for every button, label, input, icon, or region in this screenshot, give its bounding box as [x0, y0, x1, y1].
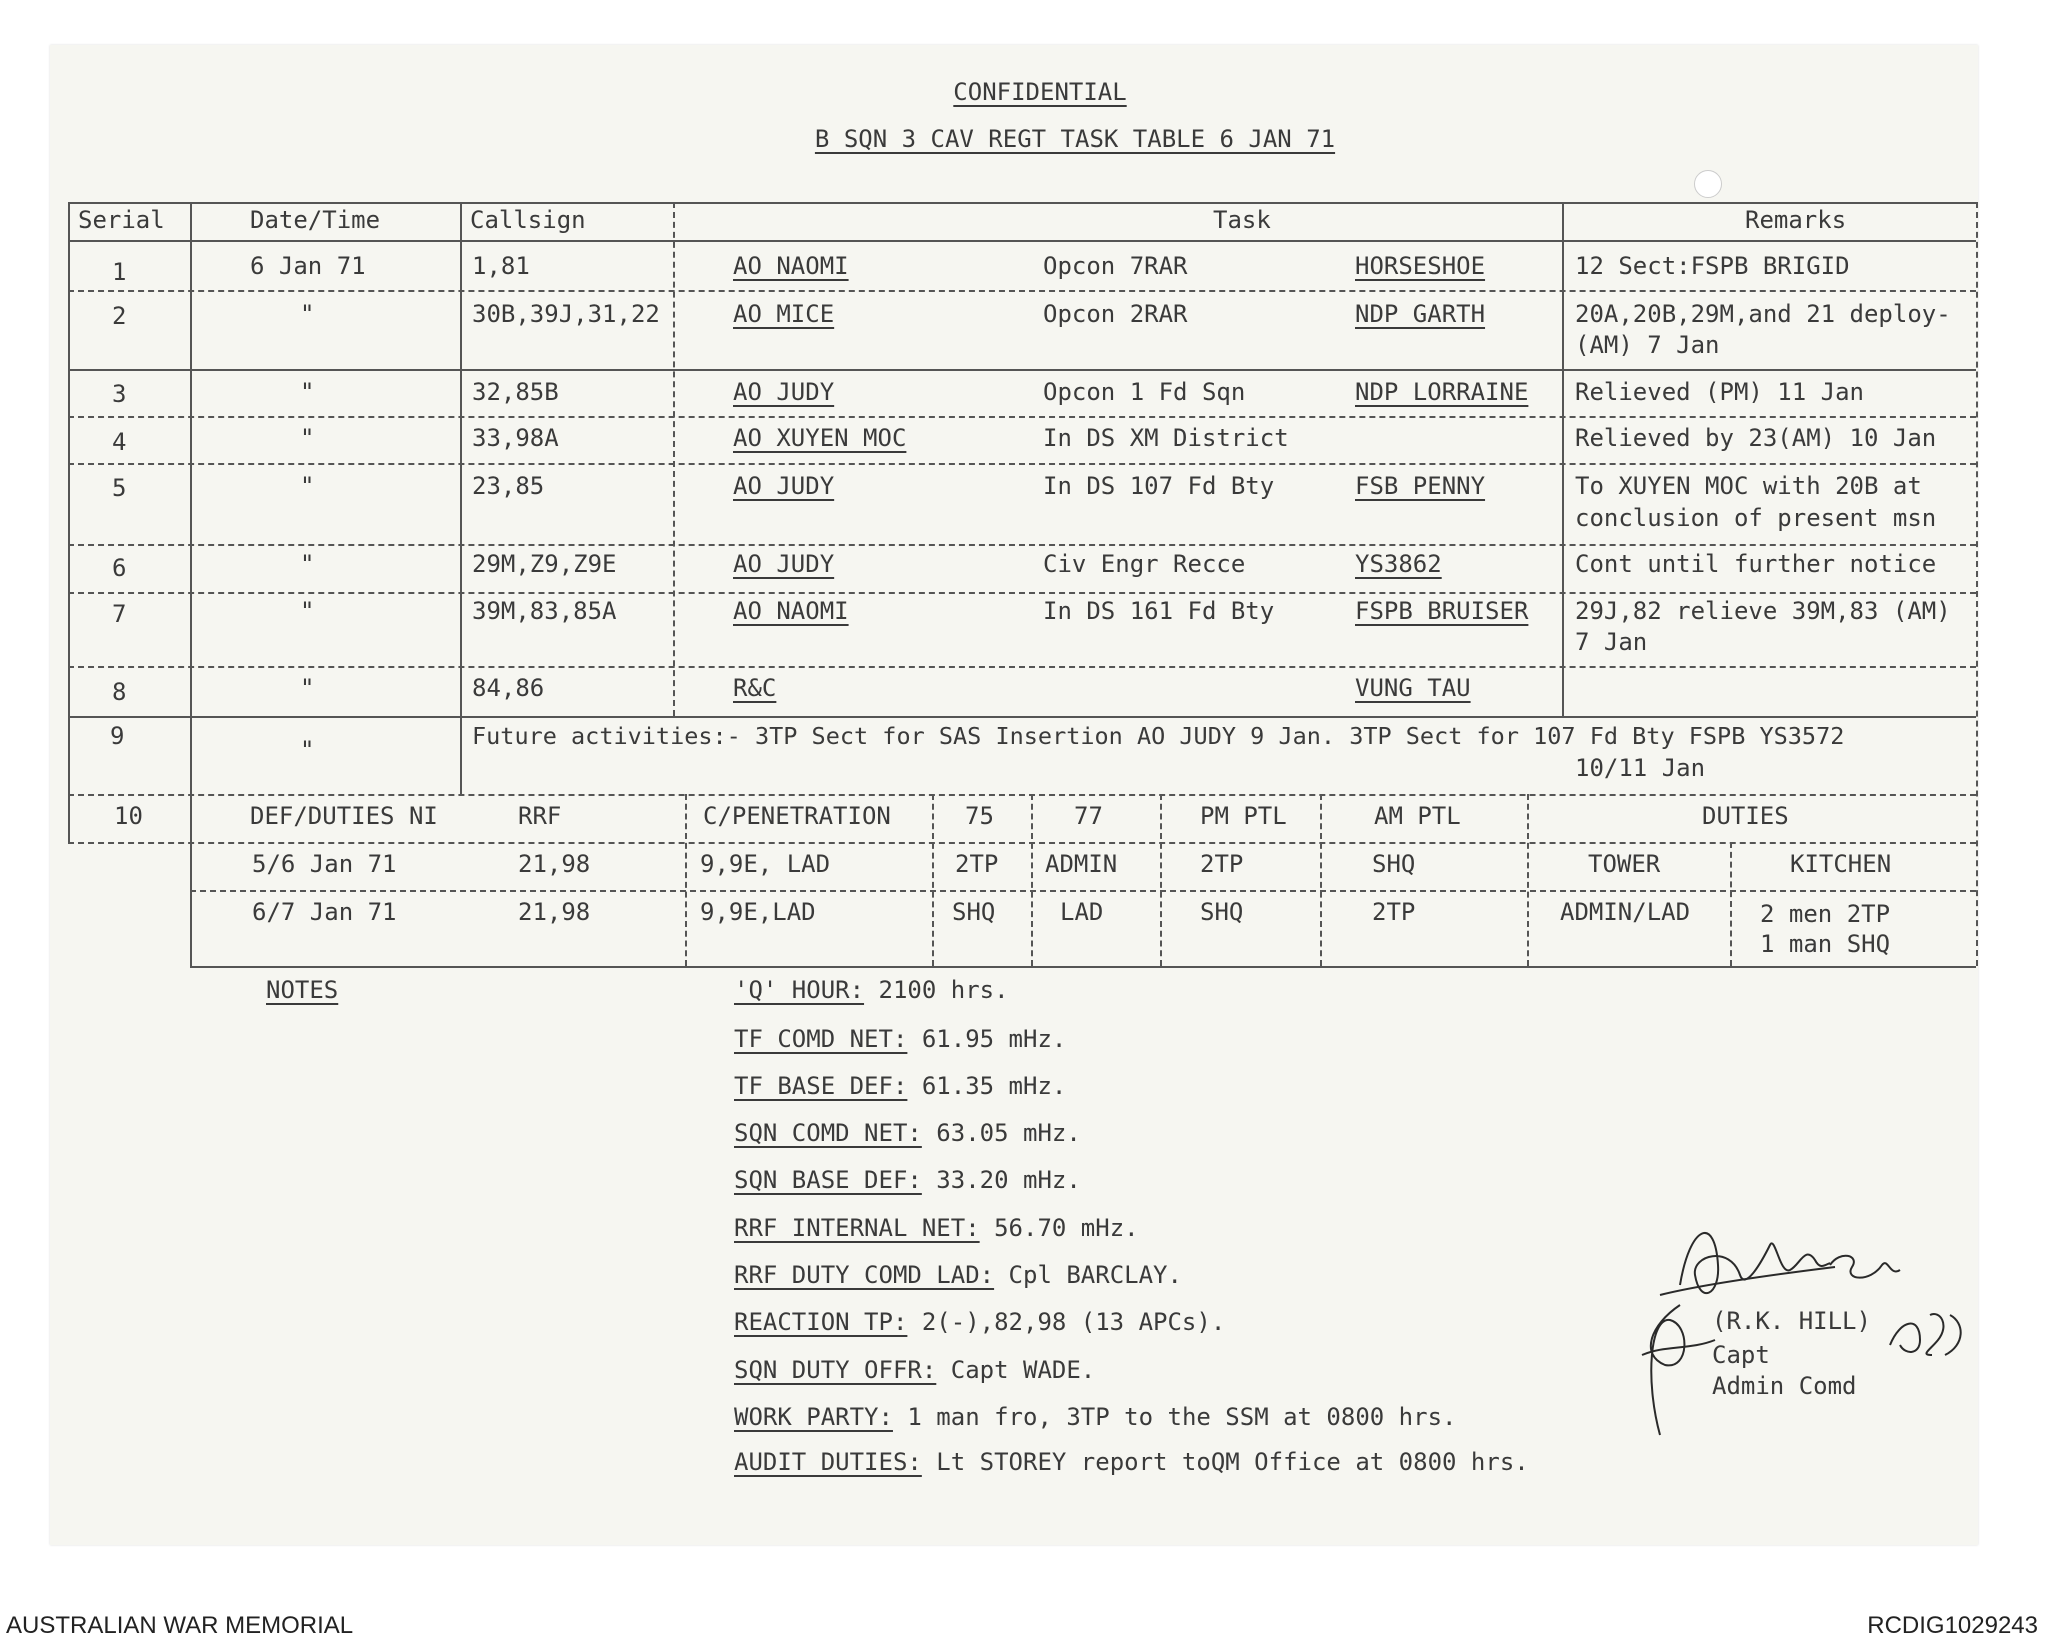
duties-col-am-ptl: AM PTL [1374, 802, 1461, 830]
duties-col-pm-ptl: PM PTL [1200, 802, 1287, 830]
classification-heading: CONFIDENTIAL [953, 78, 1127, 106]
header-remarks: Remarks [1745, 206, 1847, 234]
row-ao: AO JUDY [733, 378, 835, 406]
duties-col-77: 77 [1074, 802, 1103, 830]
row-location: NDP LORRAINE [1355, 378, 1529, 406]
row-task: In DS 161 Fd Bty [1043, 597, 1275, 625]
duties-75: SHQ [952, 898, 996, 926]
note-item: WORK PARTY: 1 man fro, 3TP to the SSM at 0800 hrs. [734, 1403, 1457, 1431]
row-callsign: 23,85 [472, 472, 545, 500]
note-item: 'Q' HOUR: 2100 hrs. [734, 976, 1009, 1004]
note-item: TF BASE DEF: 61.35 mHz. [734, 1072, 1067, 1100]
row-callsign: 33,98A [472, 424, 559, 452]
duties-77: ADMIN [1045, 850, 1118, 878]
row-date: " [300, 378, 315, 406]
duties-col-penetration: C/PENETRATION [703, 802, 891, 830]
duties-rrf: 21,98 [518, 898, 591, 926]
row-remarks: Relieved (PM) 11 Jan [1575, 378, 1864, 406]
signatory-name: (R.K. HILL) [1712, 1307, 1871, 1335]
row-remarks-cont: conclusion of present msn [1575, 504, 1937, 532]
row-remarks: To XUYEN MOC with 20B at [1575, 472, 1922, 500]
duties-col-rrf: RRF [518, 802, 562, 830]
row-remarks: 12 Sect:FSPB BRIGID [1575, 252, 1850, 280]
row-date: " [300, 550, 315, 578]
row-callsign: 30B,39J,31,22 [472, 300, 660, 328]
header-serial: Serial [78, 206, 165, 234]
row-serial: 9 [110, 722, 125, 750]
row-serial: 2 [112, 302, 127, 330]
row-task: In DS XM District [1043, 424, 1289, 452]
duties-col-duties: DUTIES [1702, 802, 1789, 830]
duties-col-75: 75 [965, 802, 994, 830]
duties-am-ptl: 2TP [1372, 898, 1416, 926]
row-ao: AO NAOMI [733, 252, 849, 280]
row-serial: 4 [112, 428, 127, 456]
row-remarks: 20A,20B,29M,and 21 deploy- [1575, 300, 1951, 328]
row-serial: 1 [112, 258, 127, 286]
row-serial: 7 [112, 600, 127, 628]
duties-kitchen: KITCHEN [1790, 850, 1892, 878]
row-location: FSPB BRUISER [1355, 597, 1529, 625]
row-callsign: 84,86 [472, 674, 545, 702]
signatory-rank: Capt [1712, 1341, 1770, 1369]
row-callsign: 29M,Z9,Z9E [472, 550, 617, 578]
duties-penetration: 9,9E, LAD [700, 850, 831, 878]
note-item: TF COMD NET: 61.95 mHz. [734, 1025, 1067, 1053]
duties-kitchen-cont: 1 man SHQ [1760, 930, 1891, 958]
row-task: Opcon 2RAR [1043, 300, 1188, 328]
header-datetime: Date/Time [250, 206, 381, 234]
row-task: Opcon 7RAR [1043, 252, 1188, 280]
row-remarks-cont: (AM) 7 Jan [1575, 331, 1720, 359]
note-item: RRF INTERNAL NET: 56.70 mHz. [734, 1214, 1139, 1242]
row-date: " [300, 424, 315, 452]
row-location: HORSESHOE [1355, 252, 1486, 280]
future-activities-cont: 10/11 Jan [1575, 754, 1706, 782]
row-location: FSB PENNY [1355, 472, 1486, 500]
duties-pm-ptl: SHQ [1200, 898, 1244, 926]
duties-75: 2TP [955, 850, 999, 878]
duties-date: 6/7 Jan 71 [252, 898, 397, 926]
row-callsign: 39M,83,85A [472, 597, 617, 625]
row-remarks: Relieved by 23(AM) 10 Jan [1575, 424, 1937, 452]
duties-tower: ADMIN/LAD [1560, 898, 1691, 926]
document-title: B SQN 3 CAV REGT TASK TABLE 6 JAN 71 [814, 125, 1336, 153]
duties-am-ptl: SHQ [1372, 850, 1416, 878]
row-ao: R&C [733, 674, 777, 702]
duties-col-def: DEF/DUTIES NI [250, 802, 438, 830]
row-location: YS3862 [1355, 550, 1442, 578]
row-date: " [300, 674, 315, 702]
notes-label: NOTES [266, 976, 339, 1004]
row-serial: 3 [112, 380, 127, 408]
duties-penetration: 9,9E,LAD [700, 898, 816, 926]
row-date: " [300, 300, 315, 328]
row-ao: AO XUYEN MOC [733, 424, 907, 452]
duties-tower: TOWER [1588, 850, 1661, 878]
signatory-appointment: Admin Comd [1712, 1372, 1857, 1400]
row-task: In DS 107 Fd Bty [1043, 472, 1275, 500]
row-ao: AO NAOMI [733, 597, 849, 625]
row-ao: AO JUDY [733, 472, 835, 500]
note-item: RRF DUTY COMD LAD: Cpl BARCLAY. [734, 1261, 1182, 1289]
row-serial: 6 [112, 554, 127, 582]
note-item: SQN DUTY OFFR: Capt WADE. [734, 1356, 1096, 1384]
row-ao: AO MICE [733, 300, 835, 328]
row-remarks: Cont until further notice [1575, 550, 1937, 578]
row-serial: 5 [112, 474, 127, 502]
footer-source: AUSTRALIAN WAR MEMORIAL [6, 1612, 354, 1639]
note-item: AUDIT DUTIES: Lt STOREY report toQM Office at 0800 hrs. [734, 1448, 1529, 1476]
row-remarks: 29J,82 relieve 39M,83 (AM) [1575, 597, 1951, 625]
row-location: NDP GARTH [1355, 300, 1486, 328]
row-callsign: 1,81 [472, 252, 530, 280]
duties-kitchen: 2 men 2TP [1760, 900, 1891, 928]
punch-hole [1694, 170, 1722, 198]
row-callsign: 32,85B [472, 378, 559, 406]
row-date: 6 Jan 71 [250, 252, 366, 280]
future-activities: Future activities:- 3TP Sect for SAS Insertion AO JUDY 9 Jan. 3TP Sect for 107 Fd Bty FSPB YS3572 [472, 722, 1845, 750]
row-task: Civ Engr Recce [1043, 550, 1246, 578]
duties-rrf: 21,98 [518, 850, 591, 878]
row-ao: AO JUDY [733, 550, 835, 578]
note-item: SQN COMD NET: 63.05 mHz. [734, 1119, 1081, 1147]
note-item: SQN BASE DEF: 33.20 mHz. [734, 1166, 1081, 1194]
header-callsign: Callsign [470, 206, 586, 234]
duties-77: LAD [1060, 898, 1104, 926]
row-date: " [300, 472, 315, 500]
duties-date: 5/6 Jan 71 [252, 850, 397, 878]
row-date: " [300, 597, 315, 625]
row-serial: 8 [112, 678, 127, 706]
note-item: REACTION TP: 2(-),82,98 (13 APCs). [734, 1308, 1226, 1336]
duties-pm-ptl: 2TP [1200, 850, 1244, 878]
header-task: Task [1213, 206, 1271, 234]
footer-id: RCDIG1029243 [1867, 1612, 2038, 1639]
row-remarks-cont: 7 Jan [1575, 628, 1648, 656]
row-task: Opcon 1 Fd Sqn [1043, 378, 1246, 406]
row-location: VUNG TAU [1355, 674, 1471, 702]
row-date: " [300, 736, 315, 764]
row-serial: 10 [114, 802, 143, 830]
